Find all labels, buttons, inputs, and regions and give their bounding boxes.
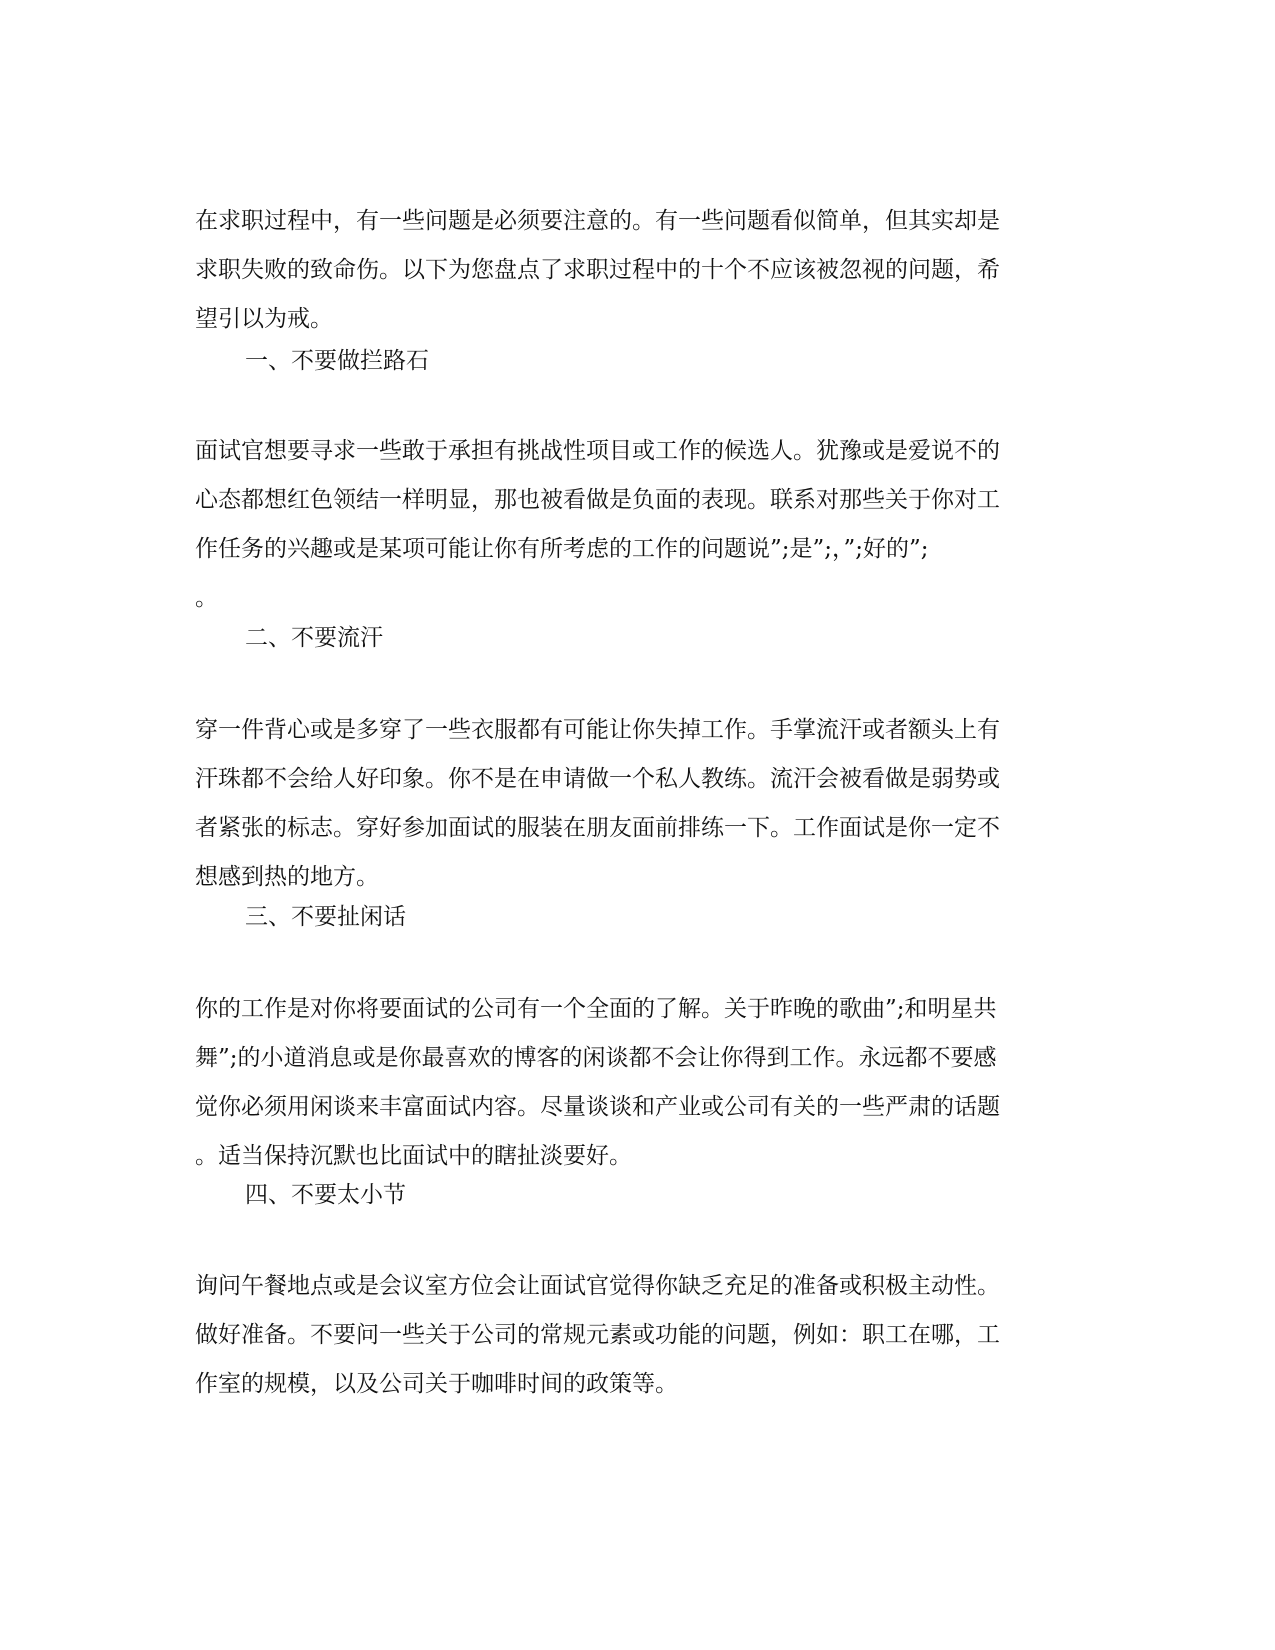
paragraph-line: 。 — [195, 585, 218, 611]
paragraph-line: 穿一件背心或是多穿了一些衣服都有可能让你失掉工作。手掌流汗或者额头上有 — [195, 717, 1000, 743]
paragraph-line: 者紧张的标志。穿好参加面试的服装在朋友面前排练一下。工作面试是你一定不 — [195, 815, 1000, 841]
section-heading-3: 三、不要扯闲话 — [245, 904, 406, 930]
paragraph-line: 做好准备。不要问一些关于公司的常规元素或功能的问题，例如：职工在哪，工 — [195, 1322, 1000, 1348]
intro-line: 在求职过程中，有一些问题是必须要注意的。有一些问题看似简单，但其实却是 — [195, 208, 1000, 234]
paragraph-line: 你的工作是对你将要面试的公司有一个全面的了解。关于昨晚的歌曲”;和明星共 — [195, 996, 997, 1022]
intro-paragraph — [195, 197, 1085, 344]
section-heading-4: 四、不要太小节 — [245, 1182, 406, 1208]
intro-line: 求职失败的致命伤。以下为您盘点了求职过程中的十个不应该被忽视的问题，希 — [195, 257, 1000, 283]
section-paragraph-3 — [195, 985, 1085, 1181]
paragraph-line: 舞”;的小道消息或是你最喜欢的博客的闲谈都不会让你得到工作。永远都不要感 — [195, 1045, 997, 1071]
paragraph-line: 想感到热的地方。 — [195, 864, 379, 890]
section-heading-1: 一、不要做拦路石 — [245, 348, 429, 374]
section-paragraph-1 — [195, 427, 1085, 623]
paragraph-line: 心态都想红色领结一样明显，那也被看做是负面的表现。联系对那些关于你对工 — [195, 487, 1000, 513]
section-heading-2: 二、不要流汗 — [245, 625, 383, 651]
paragraph-line: 汗珠都不会给人好印象。你不是在申请做一个私人教练。流汗会被看做是弱势或 — [195, 766, 1000, 792]
paragraph-line: 询问午餐地点或是会议室方位会让面试官觉得你缺乏充足的准备或积极主动性。 — [195, 1273, 1000, 1299]
paragraph-line: 觉你必须用闲谈来丰富面试内容。尽量谈谈和产业或公司有关的一些严肃的话题 — [195, 1094, 1000, 1120]
paragraph-line: 。适当保持沉默也比面试中的瞎扯淡要好。 — [195, 1143, 632, 1169]
intro-line: 望引以为戒。 — [195, 306, 333, 332]
paragraph-line: 面试官想要寻求一些敢于承担有挑战性项目或工作的候选人。犹豫或是爱说不的 — [195, 438, 1000, 464]
section-paragraph-2 — [195, 706, 1085, 902]
section-paragraph-4 — [195, 1262, 1085, 1409]
paragraph-line: 作任务的兴趣或是某项可能让你有所考虑的工作的问题说”;是”;，”;好的”; — [195, 536, 929, 562]
paragraph-line: 作室的规模，以及公司关于咖啡时间的政策等。 — [195, 1371, 678, 1397]
